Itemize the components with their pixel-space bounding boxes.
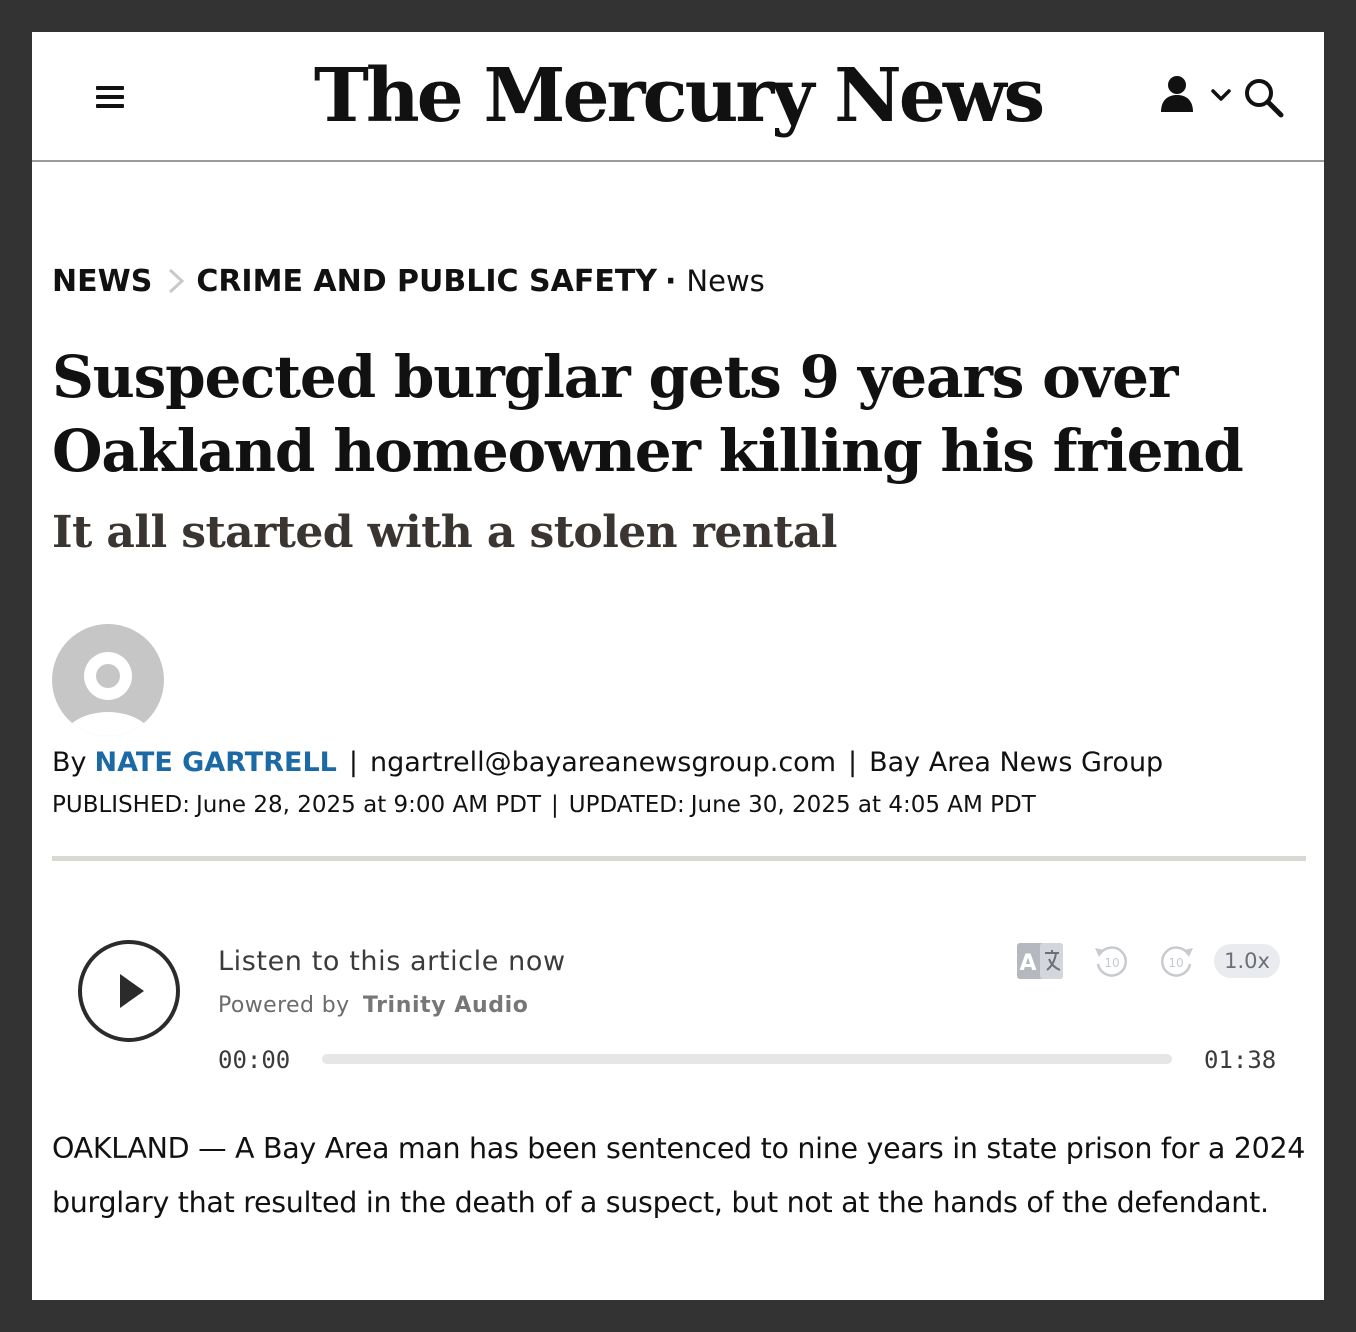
author-link[interactable]: NATE GARTRELL bbox=[94, 746, 337, 778]
article-body-paragraph: OAKLAND — A Bay Area man has been sentenced to nine years in state prison for a 2024 burglary that resulted in the death of a suspect, but not at the hands of the defendant. bbox=[52, 1132, 1306, 1219]
article-headline: Suspected burglar gets 9 years over Oakland homeowner killing his friend bbox=[52, 343, 1243, 485]
breadcrumb-crime-and-public-safety[interactable]: CRIME AND PUBLIC SAFETY bbox=[196, 263, 658, 299]
updated-date: June 30, 2025 at 4:05 AM PDT bbox=[690, 792, 1036, 818]
play-icon bbox=[118, 972, 146, 1010]
account-menu-toggle[interactable] bbox=[1210, 86, 1232, 104]
updated-label: UPDATED: bbox=[568, 792, 685, 818]
site-header bbox=[32, 32, 1324, 162]
byline-divider: | bbox=[848, 746, 858, 778]
menu-icon bbox=[96, 86, 124, 90]
powered-by-label: Powered by bbox=[218, 993, 350, 1018]
search-icon bbox=[1242, 76, 1286, 120]
chevron-down-icon bbox=[1210, 86, 1232, 104]
translate-button[interactable] bbox=[1016, 942, 1064, 980]
article-page bbox=[32, 32, 1324, 1300]
audio-powered-by bbox=[218, 990, 529, 1022]
forward-10-icon bbox=[1158, 942, 1196, 980]
forward-button[interactable] bbox=[1158, 942, 1196, 980]
chevron-right-icon bbox=[162, 266, 190, 296]
current-time: 00:00 bbox=[218, 1046, 291, 1074]
article-dates bbox=[52, 788, 1036, 822]
breadcrumb-news[interactable]: NEWS bbox=[52, 263, 153, 299]
menu-button[interactable] bbox=[94, 84, 126, 112]
forward-seconds: 10 bbox=[1168, 956, 1184, 970]
avatar-placeholder-icon bbox=[52, 624, 164, 736]
play-button[interactable] bbox=[78, 940, 180, 1042]
rewind-button[interactable] bbox=[1092, 942, 1130, 980]
audio-title: Listen to this article now bbox=[218, 946, 566, 977]
translate-icon-letter: A bbox=[1019, 951, 1037, 976]
author-email-link[interactable]: ngartrell@bayareanewsgroup.com bbox=[369, 746, 836, 778]
byline-prefix: By bbox=[52, 746, 87, 778]
article-subheadline: It all started with a stolen rental bbox=[52, 507, 837, 558]
published-date: June 28, 2025 at 9:00 AM PDT bbox=[195, 792, 542, 818]
breadcrumb bbox=[52, 258, 765, 304]
published-label: PUBLISHED: bbox=[52, 792, 190, 818]
byline bbox=[52, 742, 1163, 782]
site-logo[interactable]: The Mercury News bbox=[313, 53, 1043, 139]
trinity-audio-link[interactable]: Trinity Audio bbox=[362, 993, 529, 1018]
playback-speed-button[interactable]: 1.0x bbox=[1214, 944, 1280, 978]
rewind-10-icon bbox=[1092, 942, 1130, 980]
search-button[interactable] bbox=[1242, 76, 1286, 120]
byline-divider: | bbox=[348, 746, 358, 778]
menu-icon-bar bbox=[96, 104, 124, 108]
breadcrumb-dot: · bbox=[665, 263, 677, 299]
menu-icon-bar bbox=[96, 95, 124, 99]
account-button[interactable] bbox=[1160, 74, 1194, 114]
user-icon bbox=[1160, 74, 1194, 114]
section-tag[interactable]: News bbox=[686, 264, 765, 298]
total-time: 01:38 bbox=[1204, 1046, 1277, 1074]
audio-progress-bar[interactable] bbox=[322, 1054, 1172, 1064]
author-avatar[interactable] bbox=[52, 624, 164, 736]
rewind-seconds: 10 bbox=[1104, 956, 1120, 970]
byline-organization: Bay Area News Group bbox=[869, 746, 1164, 778]
translate-icon bbox=[1016, 942, 1064, 980]
divider bbox=[52, 856, 1306, 861]
dates-divider: | bbox=[551, 792, 559, 818]
